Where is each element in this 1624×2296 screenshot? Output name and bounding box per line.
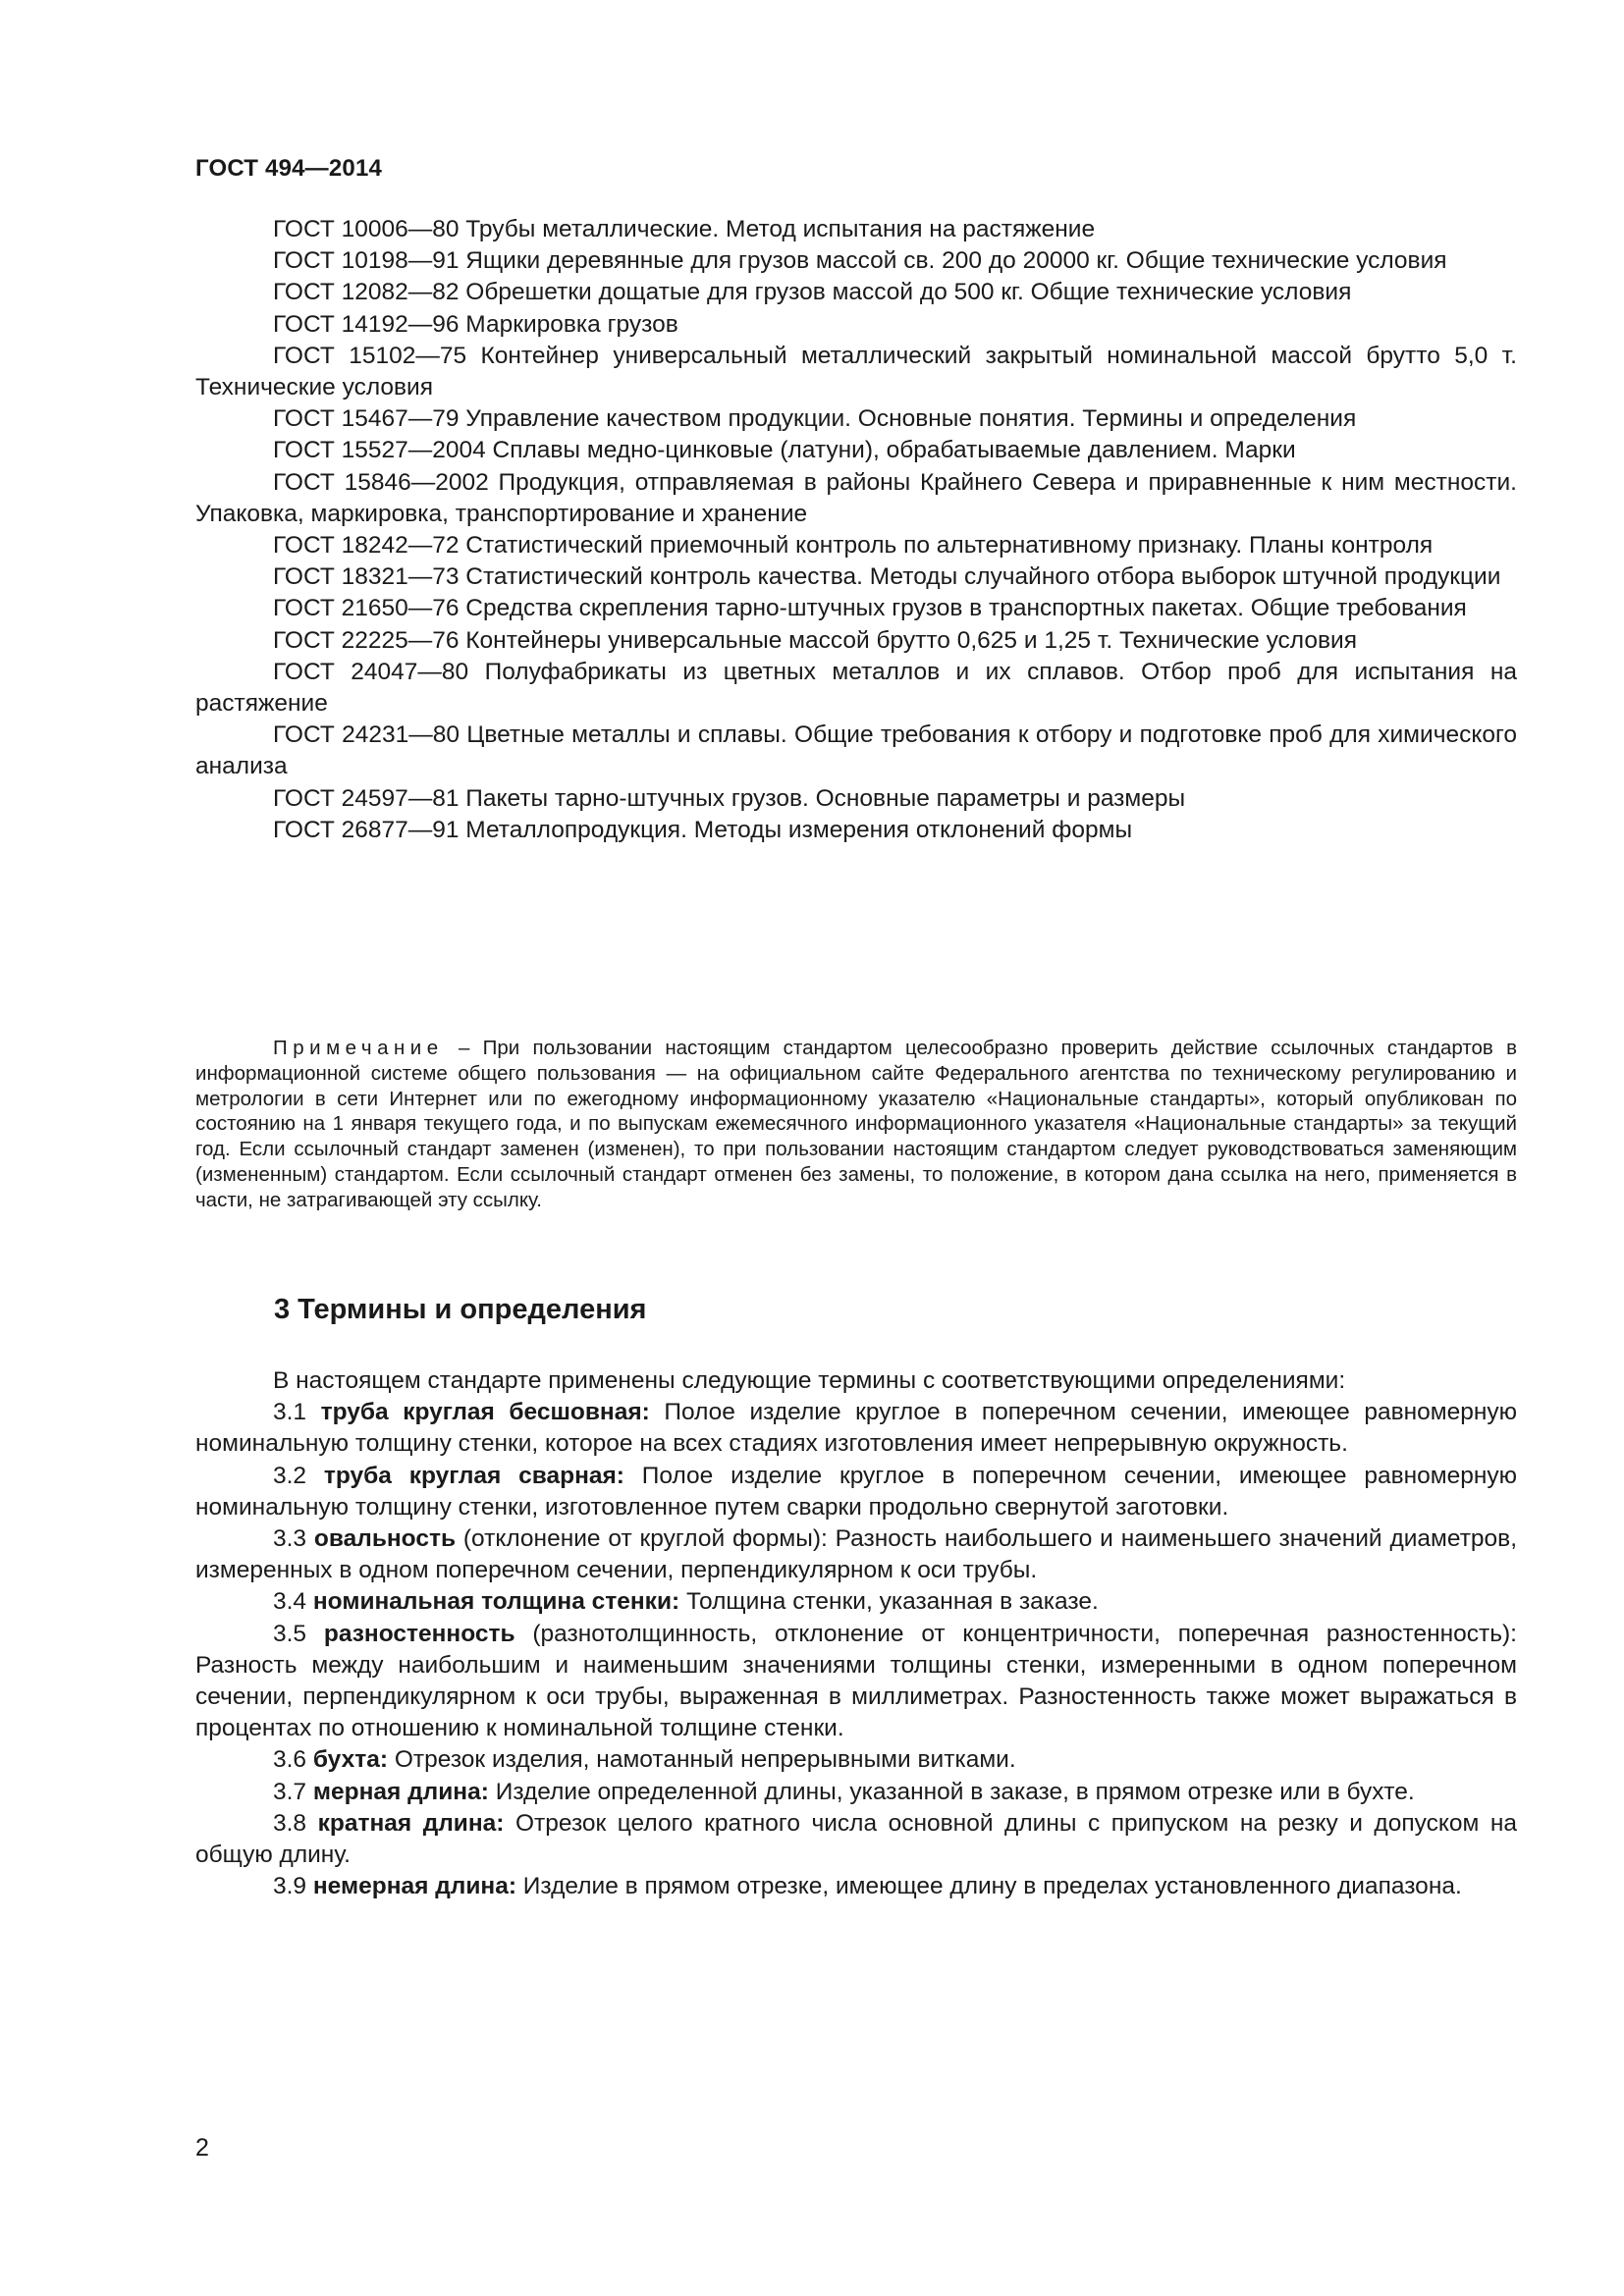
reference-item: ГОСТ 15846—2002 Продукция, отправляемая в районы Крайнего Севера и приравненные к ним местности. Упаковка, маркировка, транспортирование и хранение [195, 468, 1517, 527]
term-name: труба круглая бесшовная: [320, 1399, 650, 1426]
term-definition: Отрезок изделия, намотанный непрерывными витками. [394, 1746, 1016, 1774]
normative-references-list [195, 214, 1517, 846]
note-label: Примечание [273, 1037, 444, 1059]
term-item [195, 1808, 1517, 1871]
term-name: немерная длина: [312, 1873, 516, 1900]
reference-item: ГОСТ 15102—75 Контейнер универсальный металлический закрытый номинальной массой брутто 5,0 т. Технические условия [195, 342, 1517, 401]
term-number: 3.8 [273, 1809, 307, 1837]
term-name: овальность [313, 1525, 457, 1553]
note-text: – При пользовании настоящим стандартом целесообразно проверить действие ссылочных стандартов в информационной системе общего пользования — на официальном сайте Федерального агентства по техническому регулированию и метрологии в сети Интернет или по ежегодному информационному указателю «Национальные стандарты», который опубликован по состоянию на 1 января текущего года, и по выпускам ежемесячного информационного указателя «Национальные стандарты» за текущий год. Если ссылочный стандарт заменен (изменен), то при пользовании настоящим стандартом следует руководствоваться заменяющим (измененным) стандартом. Если ссылочный стандарт отменен без замены, то положение, в котором дана ссылка на него, применяется в части, не затрагивающей эту ссылку. [195, 1037, 1517, 1211]
term-definition: Полое изделие круглое в поперечном сечении, имеющее равномерную номинальную толщину стенки, которое на всех стадиях изготовления имеет непрерывную окружность. [195, 1399, 1518, 1458]
reference-item: ГОСТ 10006—80 Трубы металлические. Метод испытания на растяжение [273, 216, 1096, 242]
reference-item: ГОСТ 15527—2004 Сплавы медно-цинковые (латуни), обрабатываемые давлением. Марки [273, 437, 1296, 464]
term-name: разностенность [323, 1620, 515, 1647]
reference-item: ГОСТ 24047—80 Полуфабрикаты из цветных металлов и их сплавов. Отбор проб для испытания на растяжение [195, 658, 1517, 718]
term-number: 3.4 [273, 1588, 307, 1616]
note-paragraph [195, 1036, 1517, 1213]
reference-item: ГОСТ 24597—81 Пакеты тарно-штучных грузов. Основные параметры и размеры [273, 784, 1186, 812]
term-definition: (отклонение от круглой формы): Разность наибольшего и наименьшего значений диаметров, измеренных в одном поперечном сечении, перпендикулярном к оси трубы. [195, 1525, 1518, 1584]
reference-item: ГОСТ 12082—82 Обрешетки дощатые для грузов массой до 500 кг. Общие технические условия [273, 279, 1352, 306]
term-definition: Толщина стенки, указанная в заказе. [685, 1588, 1099, 1616]
term-item [195, 1744, 1517, 1776]
term-definition: (разнотолщинность, отклонение от концентричности, поперечная разностенность): Разность между наибольшим и наименьшим значениями толщины стенки, измеренными в одном поперечном сечении, перпендикулярном к оси трубы, выраженная в миллиметрах. Разностенность также может выражаться в процентах по отношению к номинальной толщине стенки. [195, 1620, 1517, 1742]
term-definition: Изделие определенной длины, указанной в заказе, в прямом отрезке или в бухте. [495, 1778, 1415, 1805]
reference-item: ГОСТ 21650—76 Средства скрепления тарно-штучных грузов в транспортных пакетах. Общие требования [273, 595, 1467, 622]
term-number: 3.9 [273, 1873, 307, 1900]
reference-item: ГОСТ 24231—80 Цветные металлы и сплавы. Общие требования к отбору и подготовке проб для химического анализа [195, 721, 1517, 780]
term-number: 3.6 [273, 1746, 307, 1774]
term-item [195, 1619, 1517, 1745]
references-note [195, 1036, 1517, 1213]
reference-item: ГОСТ 22225—76 Контейнеры универсальные массой брутто 0,625 и 1,25 т. Технические условия [273, 626, 1357, 654]
term-item [195, 1397, 1517, 1460]
reference-item: ГОСТ 18242—72 Статистический приемочный контроль по альтернативному признаку. Планы контроля [273, 532, 1434, 560]
term-name: номинальная толщина стенки: [312, 1588, 680, 1616]
terms-list [195, 1365, 1517, 1902]
term-definition: Полое изделие круглое в поперечном сечении, имеющее равномерную номинальную толщину стенки, изготовленное путем сварки продольно свернутой заготовки. [195, 1462, 1518, 1521]
section-title: 3 Термины и определения [274, 1294, 647, 1325]
term-number: 3.2 [273, 1462, 307, 1489]
page-number: 2 [195, 2134, 209, 2162]
reference-item: ГОСТ 15467—79 Управление качеством продукции. Основные понятия. Термины и определения [273, 405, 1357, 433]
term-number: 3.1 [273, 1399, 307, 1426]
term-number: 3.5 [273, 1620, 307, 1647]
term-item [195, 1523, 1517, 1586]
term-item [195, 1777, 1517, 1808]
term-name: бухта: [312, 1746, 389, 1774]
term-definition: Отрезок целого кратного числа основной длины с припуском на резку и допуском на общую длину. [195, 1809, 1517, 1869]
term-name: кратная длина: [317, 1809, 505, 1837]
reference-item: ГОСТ 26877—91 Металлопродукция. Методы измерения отклонений формы [273, 816, 1133, 843]
reference-item: ГОСТ 14192—96 Маркировка грузов [273, 310, 678, 338]
term-definition: Изделие в прямом отрезке, имеющее длину в пределах установленного диапазона. [522, 1873, 1462, 1900]
term-number: 3.3 [273, 1525, 307, 1553]
reference-item: ГОСТ 18321—73 Статистический контроль качества. Методы случайного отбора выборок штучной продукции [273, 563, 1501, 591]
terms-intro: В настоящем стандарте применены следующие термины с соответствующими определениями: [273, 1367, 1346, 1394]
document-header: ГОСТ 494—2014 [195, 155, 383, 182]
term-name: мерная длина: [312, 1778, 489, 1805]
reference-item: ГОСТ 10198—91 Ящики деревянные для грузов массой св. 200 до 20000 кг. Общие технические условия [273, 247, 1447, 275]
term-name: труба круглая сварная: [323, 1462, 624, 1489]
term-item [195, 1461, 1517, 1523]
term-item [195, 1586, 1517, 1618]
term-number: 3.7 [273, 1778, 307, 1805]
term-item [195, 1871, 1517, 1902]
